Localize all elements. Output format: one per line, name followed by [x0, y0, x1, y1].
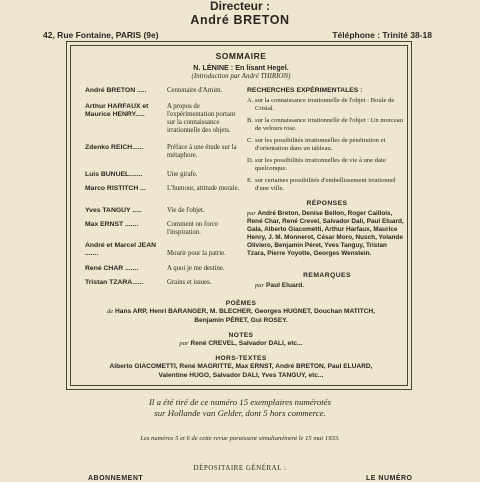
poemes-names: Hans ARP, Henri BARANGER, M. BLECHER, Georges HUGNET, Douchan MATITCH, [115, 308, 376, 316]
recherche-text: sur les possibilités irrationnelles de pénétration et d'orientation dans un tableau. [255, 137, 386, 152]
parution-note: Les numéros 5 et 6 de cette revue paraissent simultanément le 15 mai 1933. [140, 435, 340, 442]
entry-work: L'humour, attitude morale. [167, 185, 240, 192]
notes-section [71, 332, 411, 349]
entry-author: Tristan TZARA...... [85, 279, 144, 286]
hors-textes-title: HORS-TEXTES [215, 355, 267, 362]
remarques-title: REMARQUES [303, 272, 351, 279]
entry-work: Vie de l'objet. [167, 207, 205, 214]
reponses-text [247, 210, 407, 258]
notes-title: NOTES [228, 332, 254, 339]
entry-author: Arthur HARFAUX et Maurice HENRY..... [85, 103, 149, 118]
poemes-de: de [106, 308, 114, 316]
entry-work: A quoi je me destine. [167, 265, 225, 272]
contents-inner-frame [70, 45, 408, 386]
hors-textes-line: Alberto GIACOMETTI, René MAGRITTE, Max ERNST, André BRETON, Paul ELUARD, [109, 363, 373, 371]
tirage-line: sur Hollande van Gelder, dont 5 hors commerce. [154, 408, 326, 418]
tirage-note [0, 397, 480, 419]
entry-work: Grains et issues. [167, 279, 212, 286]
notes-line [71, 340, 411, 348]
entry-work: Centenaire d'Arnim. [167, 87, 223, 94]
entry-work: Une girafe. [167, 171, 198, 178]
lenine-intro: (Introduction par André THIRION) [191, 72, 291, 80]
lenine-entry: N. LÉNINE : En lisant Hegel. [193, 63, 289, 72]
entry-author: Max ERNST ....... [85, 221, 139, 228]
recherche-letter: A. [247, 97, 254, 104]
recherche-text: sur la connaissance irrationnelle de l'objet : Un morceau de velours rose. [255, 117, 404, 132]
entry-author: René CHAR ....... [85, 265, 139, 272]
entry-author: André BRETON ..... [85, 87, 147, 94]
hors-textes-section [71, 355, 411, 380]
phone: Téléphone : Trinité 38-18 [332, 30, 432, 40]
entry-author: André et Marcel JEAN ....... [85, 242, 157, 257]
recherches-title: RECHERCHES EXPÉRIMENTALES : [247, 87, 363, 94]
reponses-par: par [247, 210, 256, 217]
recherche-letter: B. [247, 117, 254, 124]
depositaire-label: DÉPOSITAIRE GÉNÉRAL : [193, 464, 287, 472]
director-title: Directeur : [209, 0, 271, 13]
entry-author: Zdenko REICH...... [85, 144, 144, 151]
recherche-letter: E. [247, 177, 253, 184]
notes-par: par [179, 340, 189, 348]
recherche-letter: D. [247, 157, 254, 164]
remarques-names: Paul Eluard. [266, 282, 305, 289]
recherche-text: sur la connaissance irrationnelle de l'objet : Boule de Cristal. [255, 97, 395, 112]
entry-work: A propos de l'expérimentation portant sur la connaissance irrationnelle des objets. [167, 103, 236, 134]
entry-author: Yves TANGUY ..... [85, 207, 142, 214]
recherche-text: sur certaines possibilités d'embellissement irrationnel d'une ville. [255, 177, 396, 192]
reponses-title: RÉPONSES [306, 200, 348, 207]
tirage-line: Il a été tiré de ce numéro 15 exemplaires numérotés [149, 397, 331, 407]
sommaire-title: SOMMAIRE [215, 51, 267, 61]
poemes-title: POÈMES [225, 300, 257, 307]
contents-frame [66, 41, 412, 390]
poemes-section [71, 300, 411, 325]
notes-names: René CREVEL, Salvador DALI, etc... [190, 340, 303, 348]
entry-work: Mourir pour la patrie. [167, 250, 226, 257]
director-name: André BRETON [190, 13, 290, 27]
recherche-text: sur les possibilités irrationnelles de vie à une date quelconque. [255, 157, 386, 172]
entry-work: Comment on force l'inspiration. [167, 221, 218, 236]
recherche-letter: C. [247, 137, 254, 144]
hors-textes-line: Valentine HUGO, Salvador DALI, Yves TANGUY, etc... [158, 371, 324, 379]
reponses-names: André Breton, Denise Bellon, Roger Caillois, René Char, René Crevel, Salvador Dali, Paul Eluard, Gala, Alberto Giacometti, Arthur Harfaux, Maurice Henry, J. M. Monnerot, César Moro, Nusch, Yolande Oliviero, Benjamin Péret, Yves Tanguy, Tristan Tzara, Pierre Yoyotte, Georges Wenstein. [247, 210, 404, 257]
remarques-par: par [255, 282, 265, 289]
numero-label: LE NUMÉRO [366, 475, 413, 482]
poemes-line: Benjamin PÉRET, Gui ROSEY. [194, 316, 288, 324]
entry-work: Préface à une étude sur la métaphore. [167, 144, 237, 159]
abonnement-label: ABONNEMENT [88, 475, 144, 482]
entry-author: Marco RISTITCH ... [85, 185, 146, 192]
entry-author: Luis BUNUEL....... [85, 171, 143, 178]
poemes-line [71, 308, 411, 316]
address: 42, Rue Fontaine, PARIS (9e) [43, 30, 159, 40]
remarques-text [255, 282, 405, 289]
